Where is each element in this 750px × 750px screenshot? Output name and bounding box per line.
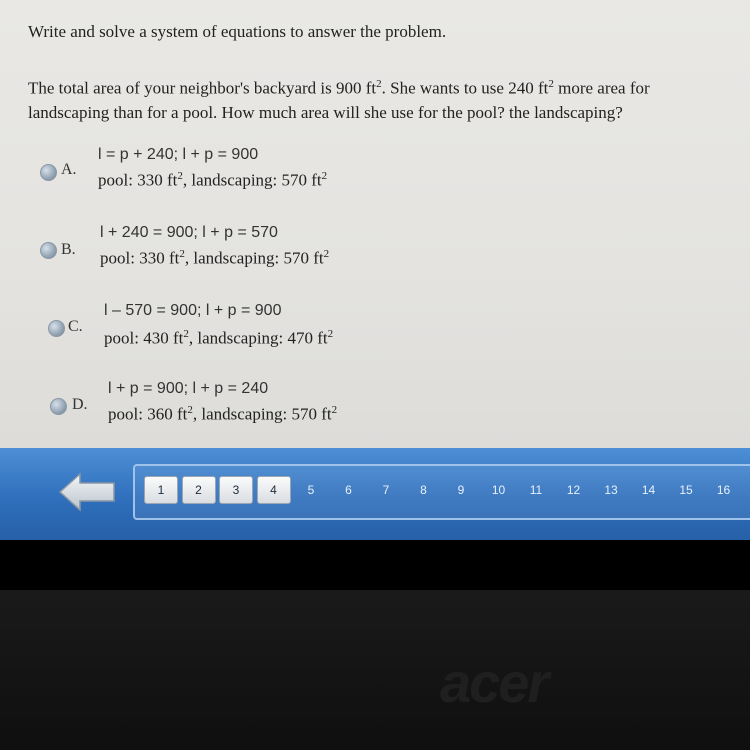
page-button-8[interactable]: 8 xyxy=(420,483,427,497)
page-button-14[interactable]: 14 xyxy=(641,483,656,497)
question-text xyxy=(28,72,738,125)
page-button-4[interactable]: 4 xyxy=(257,476,291,504)
page-button-16[interactable]: 16 xyxy=(716,483,731,497)
question-line1-post: more area for xyxy=(553,78,650,98)
page-button-6[interactable]: 6 xyxy=(345,483,352,497)
option-d-letter: D. xyxy=(72,396,88,413)
radio-button-a[interactable] xyxy=(40,164,57,181)
question-sup-1: 2 xyxy=(376,78,382,90)
radio-button-d[interactable] xyxy=(50,398,67,415)
option-a-equation: l = p + 240; l + p = 900 xyxy=(98,146,259,163)
page-button-12[interactable]: 12 xyxy=(566,483,581,497)
page-button-10[interactable]: 10 xyxy=(491,483,506,497)
option-c-sup-2: 2 xyxy=(327,328,334,340)
option-a-answer xyxy=(98,170,327,191)
option-a-sup-2: 2 xyxy=(321,170,328,182)
option-d-sup-1: 2 xyxy=(187,404,193,416)
option-c-pool: pool: 430 ft xyxy=(104,328,184,348)
option-c-sup-1: 2 xyxy=(183,328,189,340)
option-d-answer xyxy=(108,404,337,425)
option-a-sup-1: 2 xyxy=(177,170,183,182)
page-button-3[interactable]: 3 xyxy=(219,476,253,504)
option-d-sup-2: 2 xyxy=(331,404,338,416)
page-selector xyxy=(140,466,750,512)
option-b-pool: pool: 330 ft xyxy=(100,248,180,268)
option-b-letter: B. xyxy=(61,241,76,258)
option-d-landscaping: , landscaping: 570 ft xyxy=(192,404,332,424)
page-button-13[interactable]: 13 xyxy=(604,483,618,497)
question-line1-mid: . She wants to use 240 ft xyxy=(381,78,549,98)
page-button-9[interactable]: 9 xyxy=(457,483,465,497)
radio-button-b[interactable] xyxy=(40,242,57,259)
laptop-bezel xyxy=(0,590,750,750)
option-b-answer xyxy=(100,248,329,269)
option-c-equation: l – 570 = 900; l + p = 900 xyxy=(104,302,282,319)
option-b-sup-1: 2 xyxy=(179,248,185,260)
back-arrow-icon[interactable] xyxy=(58,472,116,512)
option-c-landscaping: , landscaping: 470 ft xyxy=(188,328,328,348)
question-line2: landscaping than for a pool. How much area will she use for the pool? the landscaping? xyxy=(28,102,623,122)
option-a-landscaping: , landscaping: 570 ft xyxy=(182,170,322,190)
instruction-text: Write and solve a system of equations to answer the problem. xyxy=(28,22,447,41)
option-b-landscaping: , landscaping: 570 ft xyxy=(184,248,324,268)
option-b-equation: l + 240 = 900; l + p = 570 xyxy=(100,224,278,241)
question-sup-2: 2 xyxy=(548,78,554,90)
page-button-1[interactable]: 1 xyxy=(144,476,178,504)
acer-logo: acer xyxy=(440,651,548,714)
option-b-sup-2: 2 xyxy=(323,248,330,260)
question-line1-pre: The total area of your neighbor's backyard is 900 ft xyxy=(28,78,377,98)
option-d-pool: pool: 360 ft xyxy=(108,404,188,424)
page-button-15[interactable]: 15 xyxy=(679,483,693,497)
option-a-letter: A. xyxy=(61,161,77,178)
option-c-letter: C. xyxy=(68,318,83,335)
page-button-2[interactable]: 2 xyxy=(182,476,216,504)
option-d-equation: l + p = 900; l + p = 240 xyxy=(108,380,269,397)
radio-button-c[interactable] xyxy=(48,320,65,337)
page-button-7[interactable]: 7 xyxy=(382,483,390,497)
option-c-answer xyxy=(104,328,333,349)
option-a-pool: pool: 330 ft xyxy=(98,170,178,190)
page-button-11[interactable]: 11 xyxy=(529,483,543,497)
page-button-5[interactable]: 5 xyxy=(307,483,315,497)
